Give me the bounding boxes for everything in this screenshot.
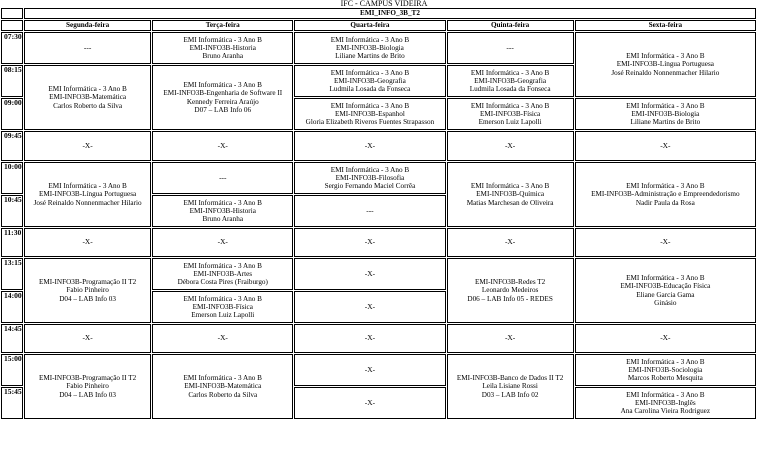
- time-label: 10:45: [1, 195, 23, 227]
- cell-line: Leila Lisiane Rossi: [482, 382, 538, 391]
- break-cell: -X-: [24, 131, 151, 161]
- cell-line: EMI-INFO3B-Administração e Empreendedorismo: [591, 190, 740, 199]
- cell-line: EMI-INFO3B-Programação II T2: [38, 374, 137, 383]
- cell-line: EMI-INFO3B-Artes: [193, 269, 253, 278]
- corner-cell: [1, 20, 23, 31]
- slot-cell: [447, 162, 574, 227]
- cell-line: EMI-INFO3B-Matemática: [49, 93, 127, 102]
- cell-line: Emerson Luiz Lapolli: [478, 118, 542, 127]
- break-cell: -X-: [294, 228, 445, 257]
- time-label: 10:00: [1, 162, 23, 194]
- slot-cell: [575, 32, 756, 97]
- break-cell: -X-: [152, 228, 293, 257]
- cell-line: EMI-INFO3B-Inglês: [635, 398, 696, 407]
- slot-cell: [294, 162, 445, 194]
- cell-line: Carlos Roberto da Silva: [188, 390, 258, 399]
- cell-line: EMI-INFO3B-Banco de Dados II T2: [456, 374, 564, 383]
- time-label: 08:15: [1, 65, 23, 97]
- cell-line: EMI Informática - 3 Ano B: [183, 261, 262, 270]
- cell-line: EMI Informática - 3 Ano B: [183, 35, 262, 44]
- cell-line: Kennedy Ferreira Araújo: [186, 97, 259, 106]
- cell-line: Ludmila Losada da Fonseca: [329, 85, 411, 94]
- time-label: 14:45: [1, 324, 23, 353]
- cell-line: EMI-INFO3B-Engenharia de Software II: [163, 89, 283, 98]
- cell-line: EMI Informática - 3 Ano B: [626, 357, 705, 366]
- cell-line: EMI Informática - 3 Ano B: [183, 294, 262, 303]
- cell-line: Fabio Pinheiro: [66, 382, 109, 391]
- cell-line: Bruno Aranha: [202, 52, 244, 61]
- slot-cell: [152, 65, 293, 130]
- cell-line: EMI Informática - 3 Ano B: [626, 101, 705, 110]
- cell-line: EMI Informática - 3 Ano B: [183, 81, 262, 90]
- page-header: IFC - CAMPUS VIDEIRA: [340, 0, 428, 8]
- cell-line: EMI-INFO3B-Educação Física: [620, 282, 711, 291]
- break-cell: -X-: [152, 131, 293, 161]
- slot-cell: [24, 258, 151, 323]
- break-cell: -X-: [294, 387, 445, 419]
- day-header-monday: Segunda-feira: [24, 20, 151, 31]
- slot-cell: [575, 98, 756, 130]
- cell-line: EMI Informática - 3 Ano B: [330, 101, 410, 110]
- cell-line: EMI-INFO3B-Língua Portuguesa: [616, 60, 714, 69]
- slot-cell: ---: [152, 162, 293, 194]
- slot-cell: ---: [24, 32, 151, 64]
- break-cell: -X-: [294, 324, 445, 353]
- cell-line: EMI-INFO3B-Física: [479, 109, 541, 118]
- slot-cell: [575, 354, 756, 386]
- cell-line: Leonardo Medeiros: [481, 286, 539, 295]
- break-cell: -X-: [24, 324, 151, 353]
- break-cell: -X-: [152, 324, 293, 353]
- cell-line: EMI-INFO3B-Biologia: [631, 109, 700, 118]
- break-cell: -X-: [447, 228, 574, 257]
- cell-line: Matias Marchesan de Oliveira: [466, 198, 554, 207]
- break-cell: -X-: [294, 291, 445, 323]
- slot-cell: [152, 354, 293, 419]
- slot-cell: [152, 258, 293, 290]
- cell-line: EMI Informática - 3 Ano B: [330, 35, 410, 44]
- cell-line: Ana Carolina Vieira Rodriguez: [620, 407, 711, 416]
- cell-line: EMI-INFO3B-Química: [476, 190, 545, 199]
- slot-cell: [294, 32, 445, 64]
- cell-line: EMI Informática - 3 Ano B: [48, 85, 127, 94]
- day-header-wednesday: Quarta-feira: [294, 20, 445, 31]
- cell-line: Débora Costa Pires (Fraiburgo): [177, 278, 268, 287]
- slot-cell: [447, 65, 574, 97]
- slot-cell: [24, 65, 151, 130]
- cell-line: EMI Informática - 3 Ano B: [626, 52, 705, 61]
- cell-line: EMI-INFO3B-Biologia: [335, 43, 404, 52]
- cell-line: EMI Informática - 3 Ano B: [330, 165, 410, 174]
- cell-line: EMI-INFO3B-Sociologia: [628, 365, 703, 374]
- cell-line: José Reinaldo Nonnenmacher Hilario: [33, 198, 142, 207]
- cell-line: EMI Informática - 3 Ano B: [470, 101, 550, 110]
- cell-line: EMI Informática - 3 Ano B: [626, 390, 705, 399]
- time-label: 14:00: [1, 291, 23, 323]
- cell-line: Ludmila Losada da Fonseca: [469, 85, 551, 94]
- cell-line: Liliane Martins de Brito: [630, 118, 701, 127]
- slot-cell: [575, 162, 756, 227]
- cell-line: D03 – LAB Info 02: [481, 390, 539, 399]
- cell-line: D06 – LAB Info 05 - REDES: [467, 294, 553, 303]
- time-label: 13:15: [1, 258, 23, 290]
- cell-line: D07 – LAB Info 06: [194, 105, 252, 114]
- slot-cell: [447, 258, 574, 323]
- slot-cell: [152, 195, 293, 227]
- cell-line: EMI Informática - 3 Ano B: [470, 182, 550, 191]
- cell-line: Emerson Luiz Lapolli: [191, 311, 255, 320]
- break-cell: -X-: [575, 131, 756, 161]
- slot-cell: [575, 258, 756, 323]
- cell-line: EMI Informática - 3 Ano B: [183, 198, 262, 207]
- cell-line: D04 – LAB Info 03: [59, 390, 116, 399]
- cell-line: EMI-INFO3B-Historia: [189, 206, 256, 215]
- cell-line: EMI-INFO3B-Geografia: [334, 76, 406, 85]
- cell-line: Ginásio: [654, 298, 677, 307]
- timetable: [0, 7, 757, 420]
- slot-cell: [447, 354, 574, 419]
- time-label: 11:30: [1, 228, 23, 257]
- cell-line: EMI-INFO3B-Historia: [189, 43, 256, 52]
- time-label: 09:45: [1, 131, 23, 161]
- slot-cell: [152, 32, 293, 64]
- cell-line: Eliane Garcia Gama: [636, 290, 695, 299]
- cell-line: Liliane Martins de Brito: [335, 52, 405, 61]
- slot-cell: [294, 65, 445, 97]
- cell-line: Sergio Fernando Maciel Corrêa: [324, 182, 416, 191]
- cell-line: EMI Informática - 3 Ano B: [626, 274, 705, 283]
- break-cell: -X-: [294, 131, 445, 161]
- cell-line: Bruno Aranha: [202, 215, 244, 224]
- cell-line: Gloria Elizabeth Riveros Fuentes Strapasson: [305, 118, 435, 127]
- break-cell: -X-: [575, 228, 756, 257]
- cell-line: Marcos Roberto Mesquita: [627, 374, 703, 383]
- time-label: 15:45: [1, 387, 23, 419]
- cell-line: EMI-INFO3B-Espanhol: [335, 109, 405, 118]
- cell-line: EMI-INFO3B-Matemática: [184, 382, 262, 391]
- day-header-friday: Sexta-feira: [575, 20, 756, 31]
- cell-line: José Reinaldo Nonnenmacher Hilario: [611, 68, 720, 77]
- class-title: EMI_INFO_3B_T2: [24, 8, 756, 19]
- cell-line: Fabio Pinheiro: [66, 286, 109, 295]
- time-label: 15:00: [1, 354, 23, 386]
- cell-line: EMI-INFO3B-Redes T2: [474, 278, 546, 287]
- cell-line: EMI-INFO3B-Programação II T2: [38, 278, 137, 287]
- slot-cell: ---: [294, 195, 445, 227]
- cell-line: EMI-INFO3B-Geografia: [474, 76, 547, 85]
- cell-line: EMI Informática - 3 Ano B: [48, 182, 127, 191]
- time-label: 07:30: [1, 32, 23, 64]
- cell-line: EMI Informática - 3 Ano B: [330, 68, 410, 77]
- slot-cell: [447, 98, 574, 130]
- break-cell: -X-: [447, 131, 574, 161]
- day-header-thursday: Quinta-feira: [447, 20, 574, 31]
- slot-cell: [575, 387, 756, 419]
- cell-line: EMI Informática - 3 Ano B: [470, 68, 550, 77]
- break-cell: -X-: [447, 324, 574, 353]
- cell-line: EMI Informática - 3 Ano B: [183, 374, 262, 383]
- slot-cell: [294, 98, 445, 130]
- cell-line: EMI Informática - 3 Ano B: [626, 182, 705, 191]
- cell-line: EMI-INFO3B-Física: [192, 302, 253, 311]
- slot-cell: [24, 354, 151, 419]
- slot-cell: [152, 291, 293, 323]
- cell-line: Carlos Roberto da Silva: [53, 101, 123, 110]
- slot-cell: ---: [447, 32, 574, 64]
- day-header-tuesday: Terça-feira: [152, 20, 293, 31]
- corner-cell: [1, 8, 23, 19]
- break-cell: -X-: [24, 228, 151, 257]
- time-label: 09:00: [1, 98, 23, 130]
- break-cell: -X-: [294, 258, 445, 290]
- cell-line: EMI-INFO3B-Filosofia: [335, 173, 405, 182]
- cell-line: Nadir Paula da Rosa: [635, 198, 695, 207]
- cell-line: EMI-INFO3B-Língua Portuguesa: [38, 190, 137, 199]
- break-cell: -X-: [575, 324, 756, 353]
- break-cell: -X-: [294, 354, 445, 386]
- slot-cell: [24, 162, 151, 227]
- cell-line: D04 – LAB Info 03: [59, 294, 116, 303]
